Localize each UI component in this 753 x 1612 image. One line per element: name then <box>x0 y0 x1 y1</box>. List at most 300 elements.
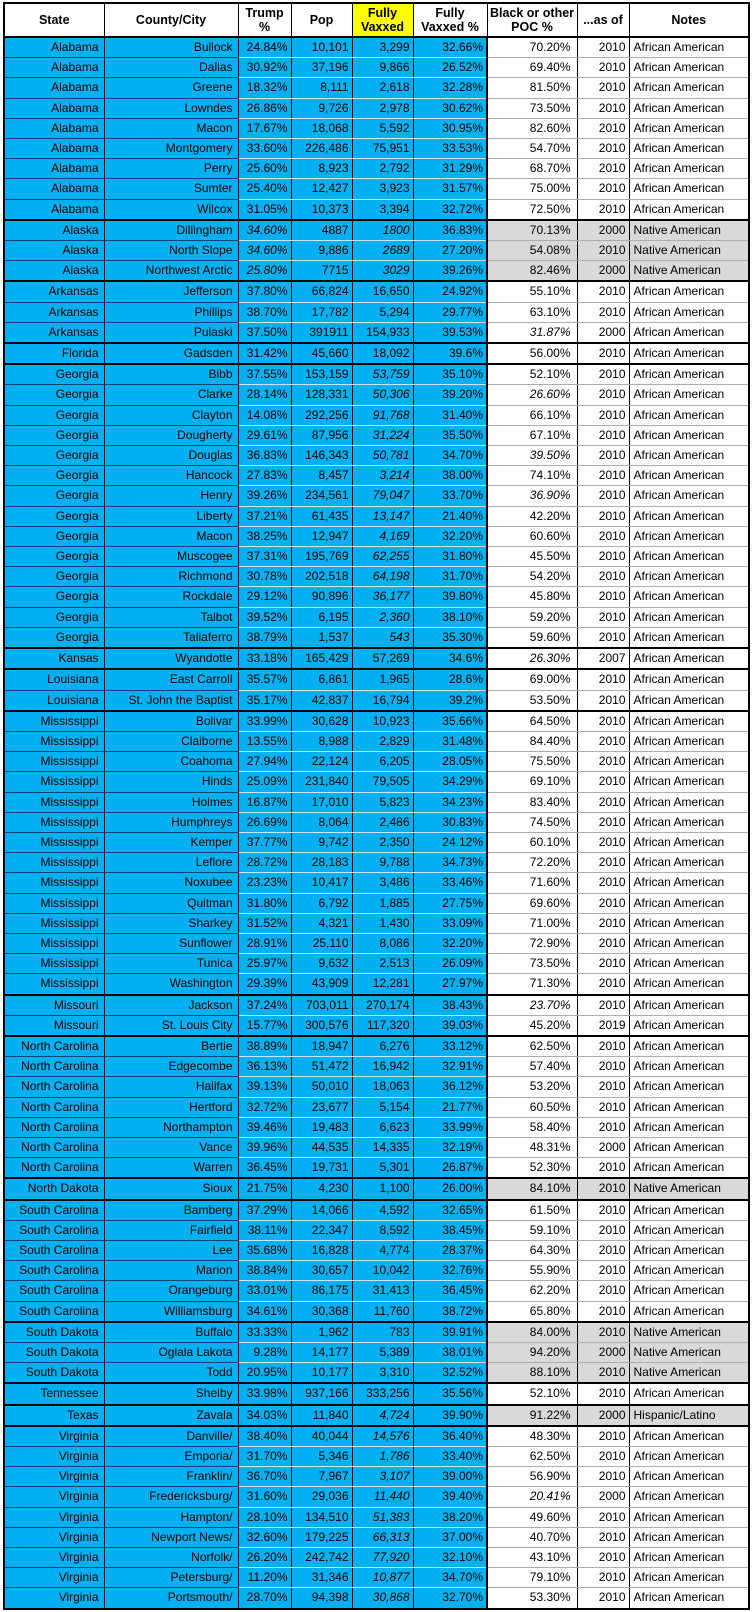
cell-county: Rockdale <box>104 587 238 607</box>
cell-pop: 94,398 <box>291 1588 352 1609</box>
cell-vaxxed: 12,281 <box>352 974 413 995</box>
cell-pop: 22,124 <box>291 752 352 772</box>
cell-vaxxed: 79,505 <box>352 772 413 792</box>
cell-state: Georgia <box>4 567 104 587</box>
table-row <box>4 974 749 995</box>
cell-trump: 33.98% <box>238 1383 291 1404</box>
table-row <box>4 607 749 627</box>
cell-vaxxed: 11,760 <box>352 1301 413 1322</box>
table-row <box>4 343 749 364</box>
cell-as_of: 2010 <box>577 466 629 486</box>
table-row <box>4 118 749 138</box>
cell-poc: 84.40% <box>487 731 577 751</box>
cell-trump: 31.52% <box>238 913 291 933</box>
cell-as_of: 2010 <box>577 425 629 445</box>
cell-poc: 54.08% <box>487 241 577 261</box>
cell-pop: 10,373 <box>291 199 352 220</box>
cell-trump: 35.68% <box>238 1240 291 1260</box>
cell-pop: 86,175 <box>291 1281 352 1301</box>
cell-state: Georgia <box>4 466 104 486</box>
cell-county: Richmond <box>104 567 238 587</box>
cell-vaxxed: 2689 <box>352 241 413 261</box>
header-row <box>4 3 749 37</box>
cell-vaxxed_pct: 33.46% <box>413 873 487 893</box>
cell-state: North Carolina <box>4 1057 104 1077</box>
cell-trump: 29.39% <box>238 974 291 995</box>
cell-county: Taliaferro <box>104 627 238 648</box>
cell-vaxxed_pct: 26.87% <box>413 1158 487 1179</box>
cell-county: Lee <box>104 1240 238 1260</box>
table-row <box>4 648 749 669</box>
cell-vaxxed_pct: 38.10% <box>413 607 487 627</box>
cell-state: Virginia <box>4 1467 104 1487</box>
cell-state: Mississippi <box>4 772 104 792</box>
cell-state: South Carolina <box>4 1200 104 1221</box>
cell-state: Alabama <box>4 58 104 78</box>
cell-vaxxed_pct: 34.29% <box>413 772 487 792</box>
table-row <box>4 954 749 974</box>
cell-pop: 18,947 <box>291 1036 352 1057</box>
cell-county: Bolivar <box>104 711 238 732</box>
cell-vaxxed_pct: 35.56% <box>413 1383 487 1404</box>
cell-poc: 66.10% <box>487 405 577 425</box>
cell-state: Georgia <box>4 425 104 445</box>
cell-notes: African American <box>629 607 749 627</box>
cell-notes: African American <box>629 995 749 1016</box>
cell-vaxxed_pct: 30.83% <box>413 812 487 832</box>
table-row <box>4 547 749 567</box>
cell-poc: 60.50% <box>487 1097 577 1117</box>
cell-county: Hertford <box>104 1097 238 1117</box>
cell-vaxxed: 5,154 <box>352 1097 413 1117</box>
cell-vaxxed: 50,781 <box>352 446 413 466</box>
cell-vaxxed: 2,618 <box>352 78 413 98</box>
table-row <box>4 1036 749 1057</box>
cell-as_of: 2010 <box>577 302 629 322</box>
cell-vaxxed_pct: 33.99% <box>413 1117 487 1137</box>
cell-vaxxed: 16,794 <box>352 690 413 711</box>
cell-as_of: 2010 <box>577 1467 629 1487</box>
cell-vaxxed: 6,276 <box>352 1036 413 1057</box>
table-row <box>4 893 749 913</box>
cell-vaxxed_pct: 26.52% <box>413 58 487 78</box>
cell-trump: 25.97% <box>238 954 291 974</box>
cell-notes: Native American <box>629 261 749 282</box>
cell-state: South Dakota <box>4 1322 104 1343</box>
cell-as_of: 2010 <box>577 526 629 546</box>
cell-county: Bullock <box>104 37 238 58</box>
cell-trump: 25.80% <box>238 261 291 282</box>
cell-trump: 29.12% <box>238 587 291 607</box>
cell-poc: 49.60% <box>487 1507 577 1527</box>
cell-as_of: 2010 <box>577 832 629 852</box>
cell-pop: 226,486 <box>291 139 352 159</box>
cell-pop: 6,792 <box>291 893 352 913</box>
cell-vaxxed: 1,965 <box>352 669 413 690</box>
cell-pop: 28,183 <box>291 853 352 873</box>
cell-poc: 72.20% <box>487 853 577 873</box>
cell-vaxxed: 14,335 <box>352 1137 413 1157</box>
cell-poc: 82.46% <box>487 261 577 282</box>
column-header-county: County/City <box>104 3 238 37</box>
cell-trump: 33.33% <box>238 1322 291 1343</box>
cell-vaxxed: 9,788 <box>352 853 413 873</box>
cell-state: Mississippi <box>4 893 104 913</box>
cell-trump: 37.80% <box>238 281 291 302</box>
cell-state: Georgia <box>4 405 104 425</box>
cell-trump: 17.67% <box>238 118 291 138</box>
cell-vaxxed_pct: 26.00% <box>413 1178 487 1199</box>
cell-trump: 38.84% <box>238 1261 291 1281</box>
cell-trump: 16.87% <box>238 792 291 812</box>
cell-vaxxed_pct: 33.70% <box>413 486 487 506</box>
cell-notes: African American <box>629 1200 749 1221</box>
cell-poc: 62.50% <box>487 1447 577 1467</box>
table-row <box>4 1240 749 1260</box>
cell-vaxxed: 2,829 <box>352 731 413 751</box>
cell-state: Tennessee <box>4 1383 104 1404</box>
cell-state: Louisiana <box>4 669 104 690</box>
cell-pop: 11,840 <box>291 1405 352 1426</box>
cell-vaxxed_pct: 32.10% <box>413 1548 487 1568</box>
cell-as_of: 2010 <box>577 812 629 832</box>
column-header-vaxxed_pct: Fully Vaxxed % <box>413 3 487 37</box>
cell-pop: 66,824 <box>291 281 352 302</box>
cell-notes: African American <box>629 425 749 445</box>
cell-poc: 70.20% <box>487 37 577 58</box>
cell-pop: 153,159 <box>291 364 352 385</box>
cell-trump: 31.42% <box>238 343 291 364</box>
cell-trump: 29.61% <box>238 425 291 445</box>
cell-state: South Carolina <box>4 1240 104 1260</box>
table-row <box>4 1527 749 1547</box>
cell-as_of: 2010 <box>577 385 629 405</box>
cell-as_of: 2010 <box>577 669 629 690</box>
cell-pop: 234,561 <box>291 486 352 506</box>
cell-notes: African American <box>629 1261 749 1281</box>
cell-pop: 17,782 <box>291 302 352 322</box>
cell-poc: 70.13% <box>487 220 577 241</box>
cell-as_of: 2010 <box>577 1363 629 1384</box>
cell-vaxxed_pct: 31.70% <box>413 567 487 587</box>
cell-poc: 60.10% <box>487 832 577 852</box>
cell-notes: African American <box>629 78 749 98</box>
cell-vaxxed: 154,933 <box>352 322 413 343</box>
cell-trump: 39.13% <box>238 1077 291 1097</box>
cell-poc: 60.60% <box>487 526 577 546</box>
cell-as_of: 2000 <box>577 1137 629 1157</box>
cell-vaxxed_pct: 31.80% <box>413 547 487 567</box>
cell-pop: 16,828 <box>291 1240 352 1260</box>
cell-pop: 29,036 <box>291 1487 352 1507</box>
cell-poc: 61.50% <box>487 1200 577 1221</box>
cell-as_of: 2010 <box>577 159 629 179</box>
cell-county: Newport News/ <box>104 1527 238 1547</box>
cell-vaxxed: 3,299 <box>352 37 413 58</box>
cell-vaxxed_pct: 27.75% <box>413 893 487 913</box>
cell-as_of: 2010 <box>577 1097 629 1117</box>
cell-vaxxed: 1,100 <box>352 1178 413 1199</box>
table-row <box>4 179 749 199</box>
cell-trump: 18.32% <box>238 78 291 98</box>
cell-pop: 292,256 <box>291 405 352 425</box>
cell-poc: 45.50% <box>487 547 577 567</box>
table-row <box>4 913 749 933</box>
table-row <box>4 526 749 546</box>
cell-poc: 55.90% <box>487 1261 577 1281</box>
cell-county: Norfolk/ <box>104 1548 238 1568</box>
cell-notes: African American <box>629 1220 749 1240</box>
cell-county: Dallas <box>104 58 238 78</box>
cell-county: Jefferson <box>104 281 238 302</box>
cell-vaxxed: 1800 <box>352 220 413 241</box>
cell-vaxxed_pct: 28.05% <box>413 752 487 772</box>
cell-as_of: 2010 <box>577 1200 629 1221</box>
cell-vaxxed_pct: 39.26% <box>413 261 487 282</box>
cell-state: Arkansas <box>4 281 104 302</box>
cell-trump: 28.70% <box>238 1588 291 1609</box>
cell-trump: 25.09% <box>238 772 291 792</box>
table-row <box>4 1301 749 1322</box>
cell-notes: African American <box>629 281 749 302</box>
table-row <box>4 1343 749 1363</box>
table-row <box>4 772 749 792</box>
cell-vaxxed: 2,486 <box>352 812 413 832</box>
cell-poc: 72.90% <box>487 933 577 953</box>
cell-trump: 26.86% <box>238 98 291 118</box>
cell-poc: 53.20% <box>487 1077 577 1097</box>
table-row <box>4 302 749 322</box>
cell-pop: 195,769 <box>291 547 352 567</box>
cell-county: Jackson <box>104 995 238 1016</box>
cell-vaxxed_pct: 32.65% <box>413 1200 487 1221</box>
table-row <box>4 98 749 118</box>
cell-poc: 73.50% <box>487 954 577 974</box>
table-row <box>4 199 749 220</box>
cell-vaxxed: 10,877 <box>352 1568 413 1588</box>
cell-pop: 50,010 <box>291 1077 352 1097</box>
cell-county: Montgomery <box>104 139 238 159</box>
cell-poc: 74.10% <box>487 466 577 486</box>
cell-poc: 88.10% <box>487 1363 577 1384</box>
cell-county: St. John the Baptist <box>104 690 238 711</box>
cell-poc: 63.10% <box>487 302 577 322</box>
table-row <box>4 1281 749 1301</box>
cell-state: Alabama <box>4 159 104 179</box>
cell-county: Hampton/ <box>104 1507 238 1527</box>
cell-vaxxed: 77,920 <box>352 1548 413 1568</box>
cell-vaxxed_pct: 39.03% <box>413 1015 487 1036</box>
cell-state: Alabama <box>4 139 104 159</box>
cell-trump: 34.60% <box>238 220 291 241</box>
table-row <box>4 1426 749 1447</box>
cell-county: Washington <box>104 974 238 995</box>
cell-pop: 19,483 <box>291 1117 352 1137</box>
cell-pop: 30,368 <box>291 1301 352 1322</box>
cell-poc: 58.40% <box>487 1117 577 1137</box>
cell-poc: 73.50% <box>487 98 577 118</box>
cell-pop: 18,068 <box>291 118 352 138</box>
cell-state: Missouri <box>4 1015 104 1036</box>
cell-trump: 20.95% <box>238 1363 291 1384</box>
cell-vaxxed_pct: 36.12% <box>413 1077 487 1097</box>
cell-as_of: 2010 <box>577 1548 629 1568</box>
cell-vaxxed_pct: 34.70% <box>413 446 487 466</box>
table-row <box>4 139 749 159</box>
cell-trump: 31.70% <box>238 1447 291 1467</box>
table-row <box>4 752 749 772</box>
cell-as_of: 2010 <box>577 933 629 953</box>
cell-poc: 52.10% <box>487 364 577 385</box>
cell-state: Alabama <box>4 199 104 220</box>
cell-notes: Native American <box>629 1322 749 1343</box>
cell-notes: African American <box>629 1568 749 1588</box>
table-row <box>4 78 749 98</box>
cell-county: Orangeburg <box>104 1281 238 1301</box>
cell-trump: 27.94% <box>238 752 291 772</box>
cell-pop: 17,010 <box>291 792 352 812</box>
cell-trump: 15.77% <box>238 1015 291 1036</box>
cell-notes: Native American <box>629 1178 749 1199</box>
cell-vaxxed_pct: 28.37% <box>413 1240 487 1260</box>
cell-poc: 43.10% <box>487 1548 577 1568</box>
cell-state: Mississippi <box>4 752 104 772</box>
cell-notes: African American <box>629 405 749 425</box>
cell-pop: 12,427 <box>291 179 352 199</box>
cell-vaxxed_pct: 27.97% <box>413 974 487 995</box>
cell-state: Texas <box>4 1405 104 1426</box>
cell-trump: 36.45% <box>238 1158 291 1179</box>
cell-poc: 23.70% <box>487 995 577 1016</box>
cell-pop: 10,417 <box>291 873 352 893</box>
cell-pop: 19,731 <box>291 1158 352 1179</box>
cell-trump: 25.60% <box>238 159 291 179</box>
cell-county: Pulaski <box>104 322 238 343</box>
cell-vaxxed: 10,042 <box>352 1261 413 1281</box>
cell-vaxxed_pct: 39.00% <box>413 1467 487 1487</box>
cell-pop: 9,742 <box>291 832 352 852</box>
table-row <box>4 1057 749 1077</box>
cell-as_of: 2010 <box>577 1057 629 1077</box>
table-row <box>4 1200 749 1221</box>
cell-poc: 75.50% <box>487 752 577 772</box>
cell-state: Virginia <box>4 1548 104 1568</box>
cell-poc: 79.10% <box>487 1568 577 1588</box>
cell-pop: 5,346 <box>291 1447 352 1467</box>
cell-state: Georgia <box>4 587 104 607</box>
cell-vaxxed: 4,774 <box>352 1240 413 1260</box>
cell-trump: 39.96% <box>238 1137 291 1157</box>
cell-as_of: 2010 <box>577 37 629 58</box>
cell-notes: African American <box>629 1447 749 1467</box>
cell-pop: 10,177 <box>291 1363 352 1384</box>
cell-vaxxed: 6,205 <box>352 752 413 772</box>
cell-as_of: 2010 <box>577 995 629 1016</box>
cell-as_of: 2010 <box>577 1036 629 1057</box>
cell-vaxxed_pct: 32.91% <box>413 1057 487 1077</box>
cell-vaxxed: 18,092 <box>352 343 413 364</box>
cell-as_of: 2010 <box>577 1527 629 1547</box>
table-row <box>4 322 749 343</box>
cell-notes: African American <box>629 711 749 732</box>
cell-pop: 22,347 <box>291 1220 352 1240</box>
cell-vaxxed: 1,430 <box>352 913 413 933</box>
cell-state: Alabama <box>4 179 104 199</box>
cell-notes: African American <box>629 752 749 772</box>
cell-state: South Dakota <box>4 1343 104 1363</box>
table-row <box>4 385 749 405</box>
cell-notes: African American <box>629 526 749 546</box>
cell-state: Virginia <box>4 1588 104 1609</box>
cell-poc: 59.60% <box>487 627 577 648</box>
cell-trump: 38.70% <box>238 302 291 322</box>
cell-as_of: 2010 <box>577 567 629 587</box>
cell-state: North Carolina <box>4 1097 104 1117</box>
table-row <box>4 405 749 425</box>
cell-trump: 37.55% <box>238 364 291 385</box>
cell-pop: 23,677 <box>291 1097 352 1117</box>
cell-vaxxed_pct: 32.72% <box>413 199 487 220</box>
cell-poc: 74.50% <box>487 812 577 832</box>
cell-vaxxed: 783 <box>352 1322 413 1343</box>
cell-county: Sunflower <box>104 933 238 953</box>
cell-vaxxed_pct: 38.43% <box>413 995 487 1016</box>
cell-pop: 1,537 <box>291 627 352 648</box>
cell-trump: 37.29% <box>238 1200 291 1221</box>
cell-notes: African American <box>629 179 749 199</box>
cell-poc: 52.30% <box>487 1158 577 1179</box>
table-row <box>4 1261 749 1281</box>
cell-vaxxed: 10,923 <box>352 711 413 732</box>
cell-trump: 23.23% <box>238 873 291 893</box>
cell-county: St. Louis City <box>104 1015 238 1036</box>
cell-county: Muscogee <box>104 547 238 567</box>
table-row <box>4 1097 749 1117</box>
cell-county: Northwest Arctic <box>104 261 238 282</box>
cell-pop: 179,225 <box>291 1527 352 1547</box>
cell-poc: 84.10% <box>487 1178 577 1199</box>
cell-poc: 39.50% <box>487 446 577 466</box>
cell-as_of: 2010 <box>577 343 629 364</box>
cell-as_of: 2010 <box>577 873 629 893</box>
cell-county: Clarke <box>104 385 238 405</box>
cell-pop: 44,535 <box>291 1137 352 1157</box>
cell-notes: African American <box>629 974 749 995</box>
cell-pop: 40,044 <box>291 1426 352 1447</box>
cell-state: Mississippi <box>4 711 104 732</box>
table-row <box>4 1568 749 1588</box>
cell-as_of: 2010 <box>577 1077 629 1097</box>
cell-state: Georgia <box>4 627 104 648</box>
cell-as_of: 2010 <box>577 1178 629 1199</box>
cell-vaxxed_pct: 24.12% <box>413 832 487 852</box>
cell-vaxxed_pct: 36.45% <box>413 1281 487 1301</box>
cell-trump: 14.08% <box>238 405 291 425</box>
cell-poc: 62.50% <box>487 1036 577 1057</box>
cell-vaxxed: 543 <box>352 627 413 648</box>
cell-vaxxed_pct: 39.80% <box>413 587 487 607</box>
column-header-trump: Trump % <box>238 3 291 37</box>
cell-notes: African American <box>629 913 749 933</box>
cell-pop: 128,331 <box>291 385 352 405</box>
cell-poc: 45.20% <box>487 1015 577 1036</box>
cell-as_of: 2010 <box>577 792 629 812</box>
cell-county: Shelby <box>104 1383 238 1404</box>
cell-state: Arkansas <box>4 322 104 343</box>
cell-poc: 56.90% <box>487 1467 577 1487</box>
cell-notes: African American <box>629 466 749 486</box>
table-row <box>4 1588 749 1609</box>
